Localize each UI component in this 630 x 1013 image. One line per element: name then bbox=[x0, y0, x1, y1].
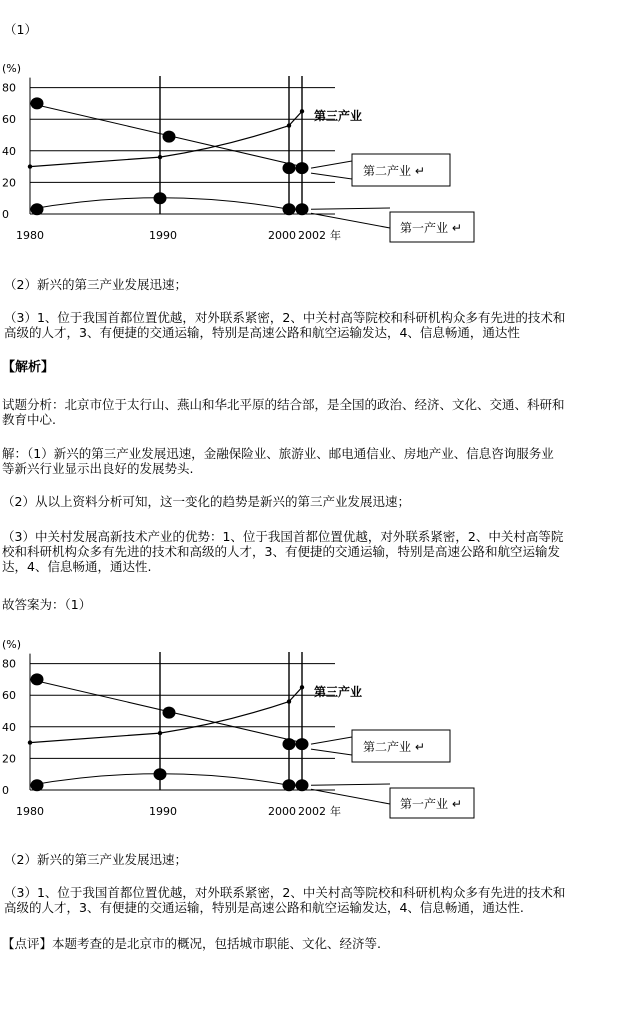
question-3-text: （3）1、位于我国首都位置优越，对外联系紧密，2、中关村高等院校和科研机构众多有先进的技术和 高级的人才，3、有便捷的交通运输，特别是高速公路和航空运输发达，4、信息畅通，通达性 bbox=[4, 310, 566, 340]
x-tick-label: 1980 bbox=[16, 229, 44, 242]
x-axis-unit: 年 bbox=[330, 229, 341, 242]
y-axis-label: (%) bbox=[2, 62, 22, 75]
industry-chart-1 bbox=[0, 60, 630, 250]
y-tick-label: 20 bbox=[2, 752, 16, 766]
secondary-marker bbox=[296, 738, 309, 750]
y-tick-label: 40 bbox=[2, 720, 16, 734]
y-tick-label: 60 bbox=[2, 113, 16, 127]
secondary-marker bbox=[31, 97, 44, 109]
primary-marker bbox=[154, 768, 167, 780]
secondary-label: 第二产业 ↵ bbox=[363, 164, 425, 178]
x-tick-label: 1980 bbox=[16, 805, 44, 818]
x-tick-label: 1990 bbox=[149, 805, 177, 818]
x-axis-unit: 年 bbox=[330, 805, 341, 818]
x-tick-label: 2002 bbox=[298, 229, 326, 242]
primary-marker bbox=[283, 203, 296, 215]
analysis-heading: 【解析】 bbox=[2, 360, 55, 375]
tertiary-label: 第三产业 bbox=[314, 109, 363, 123]
answer-3-text: （3）1、位于我国首都位置优越，对外联系紧密，2、中关村高等院校和科研机构众多有先进的技术和 高级的人才，3、有便捷的交通运输，特别是高速公路和航空运输发达，4、信息畅通，通达性. bbox=[4, 885, 566, 915]
tertiary-data-point bbox=[287, 123, 291, 127]
primary-label: 第一产业 ↵ bbox=[400, 221, 462, 235]
x-tick-label: 2002 bbox=[298, 805, 326, 818]
primary-marker bbox=[31, 779, 44, 791]
comment-text: 【点评】本题考查的是北京市的概况，包括城市职能、文化、经济等. bbox=[2, 936, 381, 951]
tertiary-data-point bbox=[287, 699, 291, 703]
x-tick-label: 2000 bbox=[268, 805, 296, 818]
industry-chart-2 bbox=[0, 636, 630, 826]
primary-marker bbox=[296, 779, 309, 791]
primary-label: 第一产业 ↵ bbox=[400, 797, 462, 811]
y-tick-label: 20 bbox=[2, 176, 16, 190]
primary-callout-line bbox=[311, 213, 390, 228]
tertiary-data-point bbox=[28, 740, 32, 744]
solution-part-2: （2）从以上资料分析可知，这一变化的趋势是新兴的第三产业发展迅速； bbox=[2, 494, 410, 509]
tertiary-data-point bbox=[158, 731, 162, 735]
tertiary-data-point bbox=[300, 109, 304, 113]
y-tick-label: 0 bbox=[2, 208, 9, 221]
question-1-label: （1） bbox=[4, 22, 37, 37]
x-tick-label: 2000 bbox=[268, 229, 296, 242]
primary-marker bbox=[283, 779, 296, 791]
x-tick-label: 1990 bbox=[149, 229, 177, 242]
y-tick-label: 80 bbox=[2, 81, 16, 95]
tertiary-data-point bbox=[28, 164, 32, 168]
y-tick-label: 80 bbox=[2, 657, 16, 671]
secondary-label: 第二产业 ↵ bbox=[363, 740, 425, 754]
y-axis-label: (%) bbox=[2, 638, 22, 651]
primary-marker bbox=[154, 192, 167, 204]
secondary-callout-line bbox=[311, 173, 352, 179]
secondary-marker bbox=[283, 738, 296, 750]
tertiary-label: 第三产业 bbox=[314, 685, 363, 699]
y-tick-label: 60 bbox=[2, 689, 16, 703]
secondary-marker bbox=[31, 673, 44, 685]
secondary-marker bbox=[163, 707, 176, 719]
secondary-marker bbox=[296, 162, 309, 174]
analysis-text: 试题分析：北京市位于太行山、燕山和华北平原的结合部，是全国的政治、经济、文化、交通、科研和 教育中心. bbox=[2, 397, 565, 427]
tertiary-data-point bbox=[158, 155, 162, 159]
primary-callout-line bbox=[311, 789, 390, 804]
tertiary-data-point bbox=[300, 685, 304, 689]
secondary-marker bbox=[283, 162, 296, 174]
solution-part-1: 解：（1）新兴的第三产业发展迅速，金融保险业、旅游业、邮电通信业、房地产业、信息咨询服务业 等新兴行业显示出良好的发展势头. bbox=[2, 446, 554, 476]
y-tick-label: 0 bbox=[2, 784, 9, 797]
answer-intro: 故答案为：（1） bbox=[2, 597, 92, 612]
secondary-marker bbox=[163, 131, 176, 143]
answer-2-text: （2）新兴的第三产业发展迅速； bbox=[4, 852, 187, 867]
y-tick-label: 40 bbox=[2, 144, 16, 158]
secondary-callout-line bbox=[311, 161, 352, 168]
primary-callout-line bbox=[311, 208, 390, 209]
primary-callout-line bbox=[311, 784, 390, 785]
secondary-callout-line bbox=[311, 749, 352, 755]
question-2-text: （2）新兴的第三产业发展迅速； bbox=[4, 277, 187, 292]
primary-marker bbox=[296, 203, 309, 215]
solution-part-3: （3）中关村发展高新技术产业的优势：1、位于我国首都位置优越，对外联系紧密，2、中关村高等院 校和科研机构众多有先进的技术和高级的人才，3、有便捷的交通运输，特别是高速公路和航空运输发 达，4、信息畅通，通达性. bbox=[2, 529, 564, 574]
secondary-callout-line bbox=[311, 737, 352, 744]
primary-marker bbox=[31, 203, 44, 215]
